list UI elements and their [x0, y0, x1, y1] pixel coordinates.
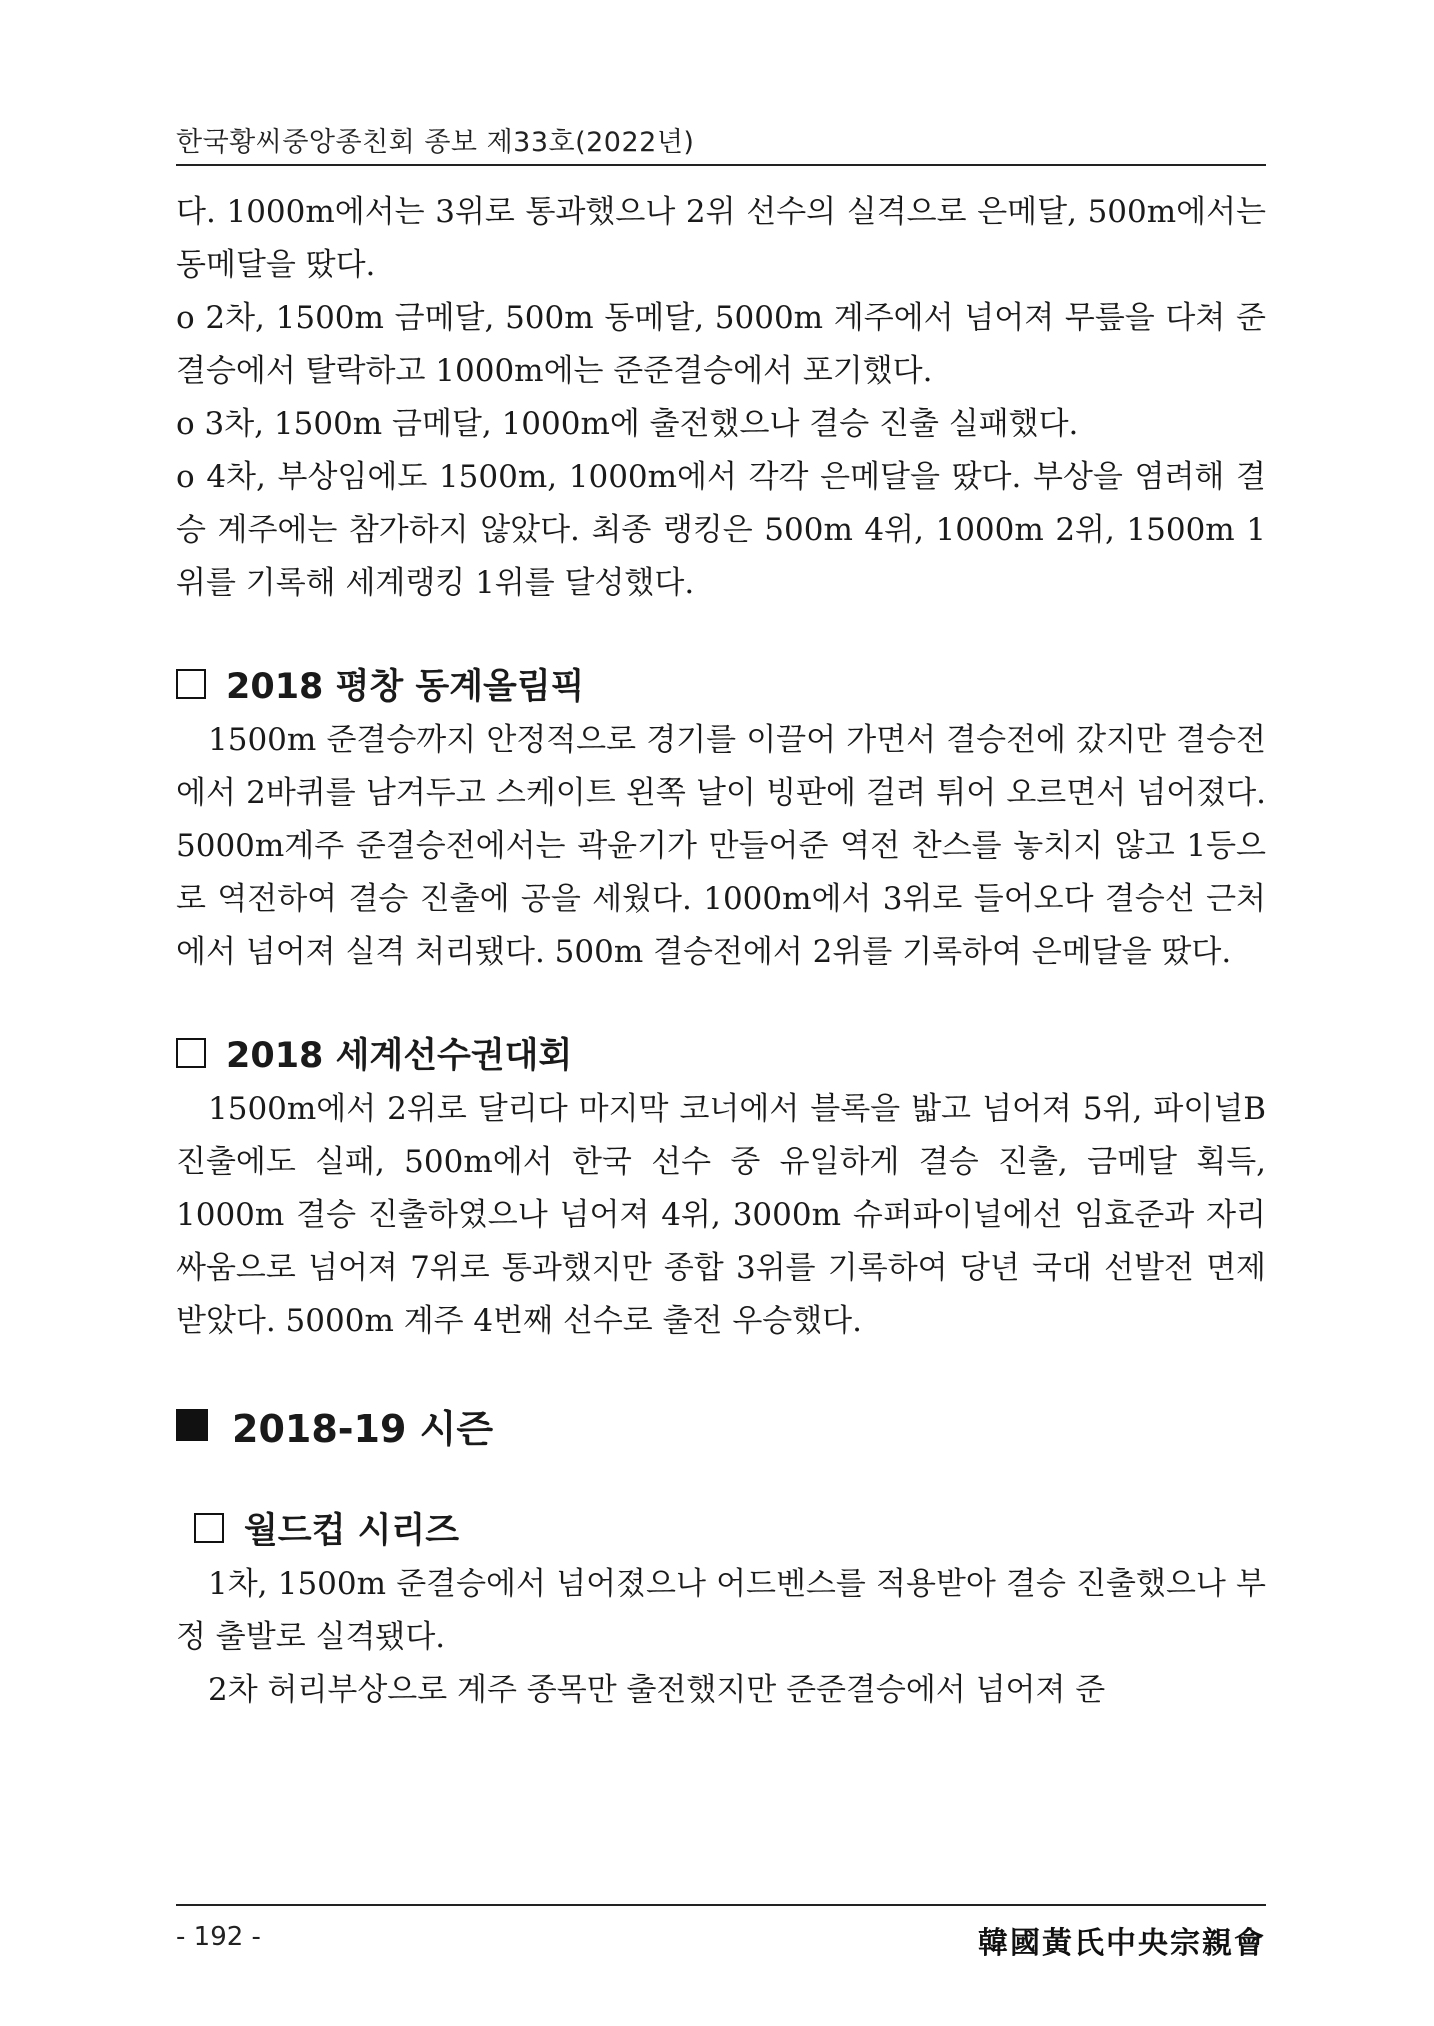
- worlds-paragraph: 1500m에서 2위로 달리다 마지막 코너에서 블록을 밟고 넘어져 5위, 파이널B 진출에도 실패, 500m에서 한국 선수 중 유일하게 결승 진출, 금메달 획득, 1000m 결승 진출하였으나 넘어져 4위, 3000m 슈퍼파이널에선 임효준과 자리싸움으로 넘어져 7위로 통과했지만 종합 3위를 기록하여 당년 국대 선발전 면제받았다. 5000m 계주 4번째 선수로 출전 우승했다.: [176, 1091, 1266, 1339]
- page-content: [176, 186, 1266, 1717]
- checkbox-square-icon: [194, 1513, 224, 1543]
- filled-square-icon: [176, 1409, 208, 1441]
- checkbox-square-icon: [176, 669, 206, 699]
- season-heading-text: 2018-19 시즌: [232, 1406, 494, 1451]
- list-item: o 2차, 1500m 금메달, 500m 동메달, 5000m 계주에서 넘어져 무릎을 다쳐 준결승에서 탈락하고 1000m에는 준준결승에서 포기했다.: [176, 300, 1266, 389]
- page-header: [176, 118, 1266, 166]
- worldcup-paragraph: 1차, 1500m 준결승에서 넘어졌으나 어드벤스를 적용받아 결승 진출했으나 부정 출발로 실격됐다.: [176, 1566, 1266, 1655]
- season-heading: [176, 1392, 1266, 1458]
- section-heading-text: 월드컵 시리즈: [244, 1511, 460, 1551]
- checkbox-square-icon: [176, 1038, 206, 1068]
- section-heading-worldcup: [176, 1498, 1266, 1558]
- worldcup-paragraph: 2차 허리부상으로 계주 종목만 출전했지만 준준결승에서 넘어져 준: [208, 1672, 1106, 1708]
- section-heading-text: 2018 세계선수권대회: [226, 1036, 573, 1076]
- section-heading-worlds: [176, 1023, 1266, 1083]
- list-item: o 4차, 부상임에도 1500m, 1000m에서 각각 은메달을 땄다. 부상을 염려해 결승 계주에는 참가하지 않았다. 최종 랭킹은 500m 4위, 1000m 2위, 1500m 1위를 기록해 세계랭킹 1위를 달성했다.: [176, 459, 1266, 601]
- society-name: 韓國黃氏中央宗親會: [978, 1926, 1266, 1961]
- section-heading-olympics: [176, 654, 1266, 714]
- header-title: 한국황씨중앙종친회 종보 제33호(2022년): [176, 127, 695, 158]
- intro-paragraph: 다. 1000m에서는 3위로 통과했으나 2위 선수의 실격으로 은메달, 500m에서는 동메달을 땄다.: [176, 194, 1266, 283]
- section-heading-text: 2018 평창 동계올림픽: [226, 667, 585, 707]
- olympics-paragraph: 1500m 준결승까지 안정적으로 경기를 이끌어 가면서 결승전에 갔지만 결승전에서 2바퀴를 남겨두고 스케이트 왼쪽 날이 빙판에 걸려 튀어 오르면서 넘어졌다. 5000m계주 준결승전에서는 곽윤기가 만들어준 역전 찬스를 놓치지 않고 1등으로 역전하여 결승 진출에 공을 세웠다. 1000m에서 3위로 들어오다 결승선 근처에서 넘어져 실격 처리됐다. 500m 결승전에서 2위를 기록하여 은메달을 땄다.: [176, 722, 1266, 970]
- list-item: o 3차, 1500m 금메달, 1000m에 출전했으나 결승 진출 실패했다.: [176, 406, 1079, 442]
- page-number: - 192 -: [176, 1922, 261, 1952]
- page-footer: [176, 1904, 1266, 1966]
